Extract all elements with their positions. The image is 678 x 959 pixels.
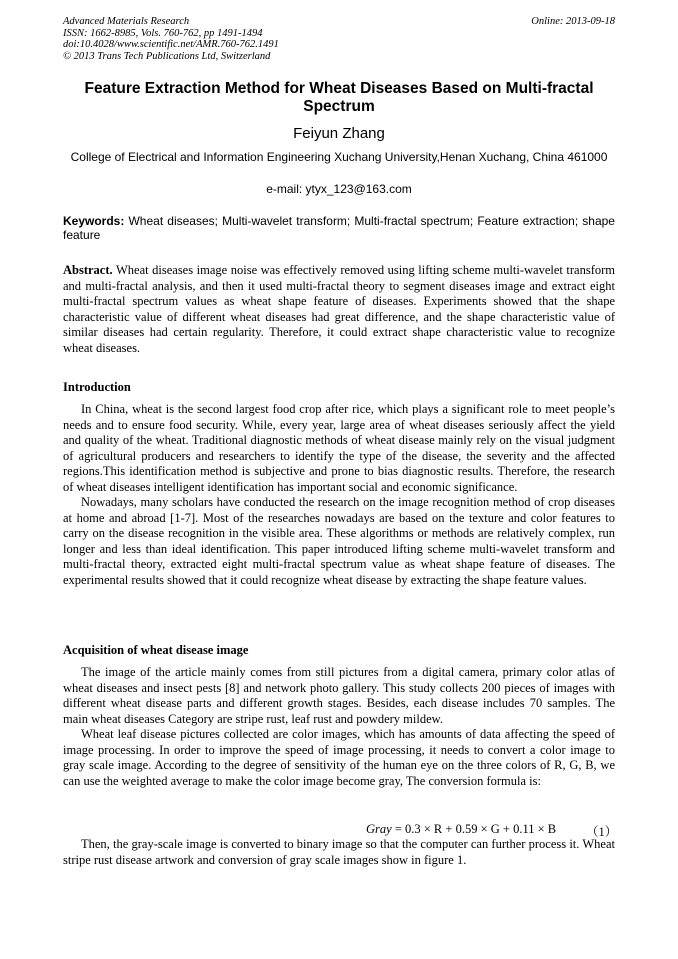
keywords-label: Keywords: [63,214,125,228]
author-affiliation: College of Electrical and Information Engineering Xuchang University,Henan Xuchang, China 461000 [70,150,608,164]
journal-header [63,16,279,62]
introduction-body [63,402,615,588]
author-name: Feiyun Zhang [293,125,385,142]
abstract [63,263,615,356]
acquisition-body [63,665,615,789]
issn-line: ISSN: 1662-8985, Vols. 760-762, pp 1491-1494 [63,27,263,39]
gray-conversion-formula [366,822,556,837]
section-heading-introduction: Introduction [63,380,131,394]
abstract-text: Wheat diseases image noise was effectively removed using lifting scheme multi-wavelet transform and multi-fractal analysis, and then it used multi-fractal theory to segment diseases image and extract eight multi-fractal spectrum values as wheat shape feature of diseases. Experiments showed that the shape characteristic value of different wheat diseases had great difference, and the shape characteristic value of similar diseases had certain regularity. Therefore, it could extract shape characteristic value to recognize wheat diseases. [63,263,615,355]
paper-title: Feature Extraction Method for Wheat Diseases Based on Multi-fractal Spectrum [84,80,594,115]
acquisition-paragraph-2: Wheat leaf disease pictures collected are color images, which has amounts of data affecting the speed of image processing. In order to improve the speed of image processing, it needs to convert a color image to gray scale image. According to the degree of sensitivity of the human eye on the three colors of R, G, B, we can use the weighted average to make the color image become gray, The conversion formula is: [63,727,615,788]
formula-lhs: Gray [366,822,392,836]
keywords-text: Wheat diseases; Multi-wavelet transform; Multi-fractal spectrum; Feature extraction; shape feature [63,214,615,242]
introduction-paragraph-1: In China, wheat is the second largest food crop after rice, which plays a significant role to meet people’s needs and to ensure food security. While, every year, large area of wheat diseases seriously affect the yield and quality of the wheat. Traditional diagnostic methods of wheat disease mainly rely on the visual judgment of agricultural producers and researchers to identify the type of the disease, the severity and the affected regions.This identification method is subjective and prone to bias diagnostic results. Therefore, the research of wheat diseases intelligent identification has important social and economic significance. [63,402,615,494]
formula-rhs: = 0.3 × R + 0.59 × G + 0.11 × B [394,822,557,836]
acquisition-paragraph-1: The image of the article mainly comes from still pictures from a digital camera, primary color atlas of wheat diseases and insect pests [8] and network photo gallery. This study collects 200 pieces of images with different wheat disease parts and different growth stages. Besides, each disease includes 70 samples. The main wheat diseases Category are stripe rust, leaf rust and powdery mildew. [63,665,615,726]
introduction-paragraph-2: Nowadays, many scholars have conducted the research on the image recognition method of crop diseases at home and abroad [1-7]. Most of the researches nowadays are based on the texture and color features to carry on the disease recognition in the visible area. These algorithms or methods are relatively complex, run longer and less than ideal identification. This paper introduced lifting scheme multi-wavelet transform and multi-fractal theory, extracted eight multi-fractal spectrum value as wheat shape feature of diseases. The experimental results showed that it could recognize wheat disease by extracting the shape feature values. [63,495,615,587]
author-email[interactable]: e-mail: ytyx_123@163.com [266,182,412,196]
section-heading-acquisition: Acquisition of wheat disease image [63,643,249,657]
online-date: Online: 2013-09-18 [531,16,615,27]
acquisition-paragraph-3: Then, the gray-scale image is converted to binary image so that the computer can further process it. Wheat stripe rust disease artwork and conversion of gray scale images show in figure 1. [63,837,615,867]
acquisition-body-continued [63,837,615,868]
copyright-line: © 2013 Trans Tech Publications Ltd, Switzerland [63,50,271,62]
journal-name: Advanced Materials Research [63,16,190,27]
equation-number: （1） [586,825,618,839]
keywords [63,214,615,242]
doi-line[interactable]: doi:10.4028/www.scientific.net/AMR.760-762.1491 [63,39,279,50]
abstract-label: Abstract. [63,263,113,277]
